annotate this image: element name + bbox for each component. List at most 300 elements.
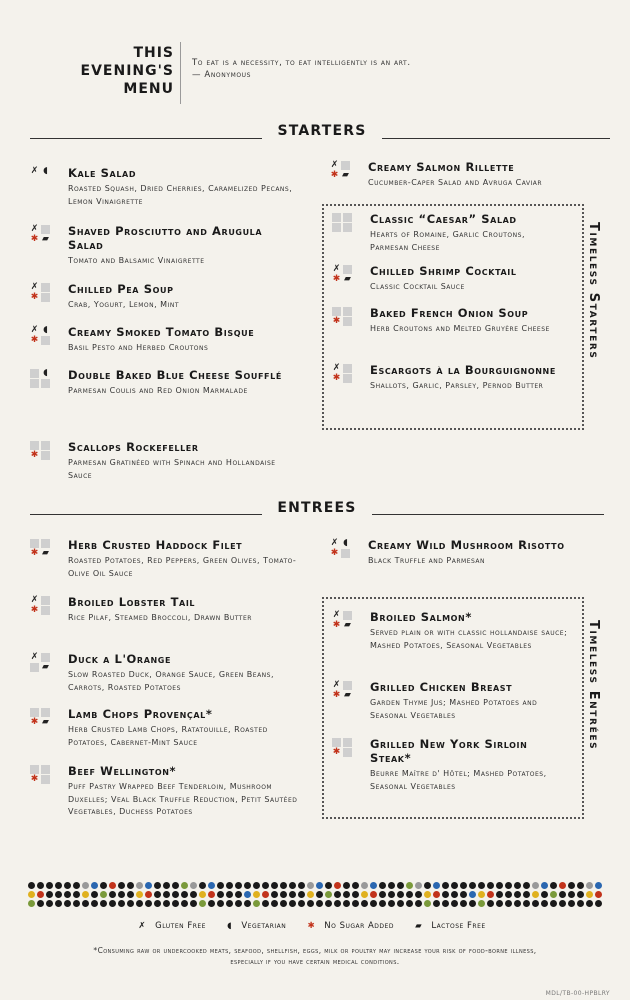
decorative-dot (397, 900, 404, 907)
menu-item (30, 595, 305, 625)
decorative-dot (550, 891, 557, 898)
item-description: Hearts of Romaine, Garlic Croutons, Parmesan Cheese (370, 230, 525, 252)
decorative-dot (208, 891, 215, 898)
decorative-dot (163, 882, 170, 889)
decorative-dot (343, 891, 350, 898)
decorative-dot (298, 900, 305, 907)
decorative-dot (343, 882, 350, 889)
no-sugar-icon: ✱ (330, 548, 339, 558)
icon-square (343, 681, 352, 690)
item-description: Crab, Yogurt, Lemon, Mint (68, 300, 179, 309)
decorative-dot (271, 891, 278, 898)
decorative-dot (325, 900, 332, 907)
icon-square (332, 307, 341, 316)
decorative-dot (307, 900, 314, 907)
decorative-dot (559, 900, 566, 907)
legend-lactose-free-label: Lactose Free (431, 921, 486, 931)
decorative-dot (82, 891, 89, 898)
item-name: Herb Crusted Haddock Filet (68, 538, 243, 552)
decorative-dot (433, 891, 440, 898)
no-sugar-icon: ✱ (332, 747, 341, 757)
item-description: Black Truffle and Parmesan (368, 556, 485, 565)
decorative-dot (334, 891, 341, 898)
decorative-dot (577, 882, 584, 889)
decorative-dot (370, 882, 377, 889)
diet-icons (330, 539, 364, 559)
menu-item (330, 160, 600, 190)
decorative-dot (109, 882, 116, 889)
decorative-dot (28, 882, 35, 889)
decorative-dot (307, 891, 314, 898)
no-sugar-icon: ✱ (307, 921, 316, 931)
decorative-dot (532, 900, 539, 907)
decorative-dot (595, 882, 602, 889)
decorative-dot (154, 882, 161, 889)
decorative-dot (172, 891, 179, 898)
decorative-dot (541, 900, 548, 907)
decorative-dot (55, 900, 62, 907)
decorative-dot (154, 891, 161, 898)
decorative-dot (415, 900, 422, 907)
timeless-entrees-label: Timeless Entrées (586, 620, 601, 751)
decorative-dot (118, 882, 125, 889)
item-name: Double Baked Blue Cheese Soufflé (68, 368, 282, 382)
decorative-dot (514, 882, 521, 889)
menu-item (30, 282, 300, 312)
item-description: Rice Pilaf, Steamed Broccoli, Drawn Butter (68, 613, 252, 622)
icon-square (41, 336, 50, 345)
icon-square (30, 379, 39, 388)
decorative-dot (478, 891, 485, 898)
no-sugar-icon: ✱ (30, 717, 39, 727)
gluten-free-icon: ✗ (332, 610, 341, 620)
decorative-dot (388, 882, 395, 889)
decorative-dot (298, 882, 305, 889)
gluten-free-icon: ✗ (330, 538, 339, 548)
menu-item (30, 440, 300, 482)
decorative-dot (298, 891, 305, 898)
decorative-dot (415, 891, 422, 898)
decorative-dot (172, 882, 179, 889)
header-divider (180, 42, 181, 104)
decorative-dot (352, 900, 359, 907)
icon-square (343, 738, 352, 747)
diet-icons (30, 441, 64, 461)
icon-square (343, 611, 352, 620)
gluten-free-icon: ✗ (30, 652, 39, 662)
menu-title (60, 44, 174, 98)
decorative-dot (262, 882, 269, 889)
decorative-dot (73, 891, 80, 898)
decorative-dot (64, 900, 71, 907)
decorative-dot (136, 891, 143, 898)
menu-item (332, 363, 562, 393)
header-quote (192, 57, 592, 81)
decorative-dot (199, 882, 206, 889)
decorative-dot (46, 882, 53, 889)
decorative-dot (82, 882, 89, 889)
item-description: Slow Roasted Duck, Orange Sauce, Green Beans, Carrots, Roasted Potatoes (68, 670, 275, 692)
diet-icons (332, 265, 366, 285)
no-sugar-icon: ✱ (30, 605, 39, 615)
menu-item (30, 652, 305, 694)
decorative-dot (577, 900, 584, 907)
item-description: Shallots, Garlic, Parsley, Pernod Butter (370, 381, 544, 390)
decorative-dot (244, 900, 251, 907)
decorative-dot (352, 882, 359, 889)
footer-code: MDL/TB-00-HPBLRY (545, 990, 610, 997)
decorative-dot (595, 900, 602, 907)
decorative-dot (307, 882, 314, 889)
item-name: Beef Wellington* (68, 764, 177, 778)
icon-square (41, 441, 50, 450)
title-line-2: EVENING'S (80, 63, 174, 79)
decorative-dot (460, 900, 467, 907)
decorative-dot-band (28, 882, 608, 906)
decorative-dot (514, 900, 521, 907)
lactose-free-cow-icon: ▰ (42, 662, 49, 672)
no-sugar-icon: ✱ (330, 170, 339, 180)
legend-vegetarian (227, 921, 292, 931)
decorative-dot (181, 900, 188, 907)
decorative-dot (154, 900, 161, 907)
menu-item (30, 368, 300, 398)
decorative-dot (532, 882, 539, 889)
decorative-dot (442, 891, 449, 898)
diet-icons (330, 161, 364, 181)
decorative-dot (433, 882, 440, 889)
decorative-dot (217, 900, 224, 907)
icon-square (343, 317, 352, 326)
icon-square (41, 596, 50, 605)
icon-square (30, 539, 39, 548)
decorative-dot (334, 882, 341, 889)
starters-rule-right (382, 138, 610, 139)
icon-square (41, 283, 50, 292)
decorative-dot (406, 900, 413, 907)
decorative-dot (478, 900, 485, 907)
lactose-free-cow-icon: ▰ (344, 690, 351, 700)
lactose-free-cow-icon: ▰ (42, 234, 49, 244)
decorative-dot (442, 900, 449, 907)
decorative-dot (235, 900, 242, 907)
icon-square (30, 663, 39, 672)
menu-item (30, 764, 305, 819)
title-line-3: MENU (123, 81, 174, 97)
item-description: Parmesan Gratinéed with Spinach and Hollandaise Sauce (68, 458, 276, 480)
diet-icons (332, 681, 366, 701)
decorative-dot (586, 882, 593, 889)
diet-icons (332, 611, 366, 631)
no-sugar-icon: ✱ (332, 316, 341, 326)
icon-square (41, 225, 50, 234)
decorative-dot (361, 891, 368, 898)
icon-square (30, 369, 39, 378)
menu-item (30, 166, 300, 208)
legend-lactose-free (415, 921, 492, 931)
decorative-dot (316, 882, 323, 889)
gluten-free-icon: ✗ (30, 282, 39, 292)
decorative-dot (505, 891, 512, 898)
decorative-dot (379, 882, 386, 889)
icon-square (341, 549, 350, 558)
menu-item (332, 212, 562, 254)
icon-square (41, 379, 50, 388)
decorative-dot (487, 900, 494, 907)
decorative-dot (550, 882, 557, 889)
lactose-free-cow-icon: ▰ (342, 170, 349, 180)
menu-item (332, 610, 572, 652)
no-sugar-icon: ✱ (30, 548, 39, 558)
decorative-dot (181, 891, 188, 898)
icon-square (341, 161, 350, 170)
decorative-dot (280, 891, 287, 898)
item-description: Parmesan Coulis and Red Onion Marmalade (68, 386, 248, 395)
gluten-free-icon: ✗ (30, 325, 39, 335)
decorative-dot (145, 900, 152, 907)
diet-icons (332, 738, 366, 758)
gluten-free-icon: ✗ (138, 921, 146, 931)
entrees-rule-right (372, 514, 604, 515)
no-sugar-icon: ✱ (30, 234, 39, 244)
no-sugar-icon: ✱ (332, 373, 341, 383)
diet-icons (332, 307, 366, 327)
decorative-dot (451, 891, 458, 898)
decorative-dot (424, 891, 431, 898)
decorative-dot (433, 900, 440, 907)
decorative-dot (397, 882, 404, 889)
icon-square (41, 451, 50, 460)
decorative-dot (505, 900, 512, 907)
item-name: Creamy Salmon Rillette (368, 160, 515, 174)
item-description: Cucumber-Caper Salad and Avruga Caviar (368, 178, 543, 187)
icon-square (343, 307, 352, 316)
icon-square (41, 708, 50, 717)
decorative-dot (523, 882, 530, 889)
icon-square (41, 653, 50, 662)
decorative-dot (271, 900, 278, 907)
menu-item (330, 538, 570, 568)
quote-text: To eat is a necessity, to eat intelligently is an art. (192, 58, 411, 68)
icon-square (30, 441, 39, 450)
icon-square (41, 765, 50, 774)
item-name: Creamy Smoked Tomato Bisque (68, 325, 255, 339)
decorative-dot (595, 891, 602, 898)
decorative-dot (586, 891, 593, 898)
icon-square (343, 213, 352, 222)
icon-square (343, 223, 352, 232)
decorative-dot (253, 900, 260, 907)
item-name: Broiled Lobster Tail (68, 595, 196, 609)
decorative-dot (496, 882, 503, 889)
decorative-dot (379, 900, 386, 907)
decorative-dot (127, 891, 134, 898)
decorative-dot (136, 882, 143, 889)
decorative-dot (487, 882, 494, 889)
diet-icons (30, 167, 64, 187)
decorative-dot (487, 891, 494, 898)
icon-square (343, 374, 352, 383)
decorative-dot (208, 882, 215, 889)
decorative-dot (217, 891, 224, 898)
decorative-dot (469, 900, 476, 907)
no-sugar-icon: ✱ (332, 274, 341, 284)
decorative-dot (37, 882, 44, 889)
decorative-dot (235, 891, 242, 898)
diet-icons (30, 708, 64, 728)
diet-icons (30, 283, 64, 303)
decorative-dot (163, 891, 170, 898)
no-sugar-icon: ✱ (30, 774, 39, 784)
item-name: Broiled Salmon* (370, 610, 472, 624)
item-description: Herb Crusted Lamb Chops, Ratatouille, Roasted Potatoes, Cabernet-Mint Sauce (68, 725, 268, 747)
decorative-dot (91, 882, 98, 889)
item-name: Grilled Chicken Breast (370, 680, 513, 694)
diet-icons (30, 539, 64, 559)
decorative-dot (586, 900, 593, 907)
decorative-dot (388, 891, 395, 898)
decorative-dot (136, 900, 143, 907)
decorative-dot (109, 900, 116, 907)
decorative-dot (514, 891, 521, 898)
decorative-dot (46, 891, 53, 898)
legend-no-sugar-label: No Sugar Added (324, 921, 394, 931)
decorative-dot (559, 891, 566, 898)
decorative-dot (577, 891, 584, 898)
decorative-dot (523, 891, 530, 898)
gluten-free-icon: ✗ (30, 595, 39, 605)
decorative-dot (127, 900, 134, 907)
decorative-dot (379, 891, 386, 898)
decorative-dot (28, 900, 35, 907)
decorative-dot (280, 882, 287, 889)
decorative-dot (289, 891, 296, 898)
decorative-dot (217, 882, 224, 889)
starters-rule-left (30, 138, 262, 139)
lactose-free-cow-icon: ▰ (42, 717, 49, 727)
decorative-dot (73, 900, 80, 907)
diet-icons (30, 765, 64, 785)
gluten-free-icon: ✗ (330, 160, 339, 170)
decorative-dot (424, 900, 431, 907)
diet-icons (30, 653, 64, 673)
decorative-dot (343, 900, 350, 907)
decorative-dot (190, 891, 197, 898)
icon-square (343, 748, 352, 757)
item-description: Beurre Maître d' Hôtel; Mashed Potatoes, Seasonal Vegetables (370, 769, 547, 791)
item-name: Classic “Caesar” Salad (370, 212, 517, 226)
decorative-dot (280, 900, 287, 907)
menu-item (332, 306, 562, 336)
decorative-dot (442, 882, 449, 889)
decorative-dot (352, 891, 359, 898)
starters-heading: STARTERS (277, 123, 367, 139)
decorative-dot (118, 900, 125, 907)
decorative-dot (244, 882, 251, 889)
menu-item (332, 264, 562, 294)
decorative-dot (253, 882, 260, 889)
decorative-dot (370, 900, 377, 907)
legend-no-sugar (307, 921, 400, 931)
entrees-rule-left (30, 514, 262, 515)
decorative-dot (568, 882, 575, 889)
quote-attribution: — Anonymous (192, 70, 252, 80)
icon-square (41, 606, 50, 615)
icon-square (41, 293, 50, 302)
decorative-dot (118, 891, 125, 898)
legend-gluten-free-label: Gluten Free (155, 921, 206, 931)
decorative-dot (226, 882, 233, 889)
decorative-dot (253, 891, 260, 898)
vegetarian-leaf-icon: ◖ (341, 539, 350, 548)
decorative-dot (451, 882, 458, 889)
decorative-dot (271, 882, 278, 889)
title-line-1: THIS (133, 45, 174, 61)
icon-square (343, 364, 352, 373)
menu-item (30, 325, 300, 355)
decorative-dot (91, 900, 98, 907)
diet-legend (0, 921, 630, 931)
item-name: Kale Salad (68, 166, 137, 180)
decorative-dot (469, 882, 476, 889)
diet-icons (30, 596, 64, 616)
decorative-dot (532, 891, 539, 898)
decorative-dot (568, 891, 575, 898)
item-name: Chilled Shrimp Cocktail (370, 264, 517, 278)
decorative-dot (550, 900, 557, 907)
decorative-dot (334, 900, 341, 907)
icon-square (343, 265, 352, 274)
decorative-dot (163, 900, 170, 907)
diet-icons (30, 369, 64, 389)
gluten-free-icon: ✗ (332, 363, 341, 373)
decorative-dot (361, 900, 368, 907)
legend-vegetarian-label: Vegetarian (241, 921, 287, 931)
decorative-dot (190, 882, 197, 889)
decorative-dot (451, 900, 458, 907)
icon-square (332, 738, 341, 747)
decorative-dot (496, 891, 503, 898)
item-name: Baked French Onion Soup (370, 306, 529, 320)
decorative-dot (325, 882, 332, 889)
decorative-dot (64, 891, 71, 898)
decorative-dot (199, 891, 206, 898)
decorative-dot (73, 882, 80, 889)
lactose-free-cow-icon: ▰ (415, 921, 423, 931)
menu-item (30, 707, 305, 749)
icon-square (332, 213, 341, 222)
decorative-dot (478, 882, 485, 889)
decorative-dot (190, 900, 197, 907)
item-name: Grilled New York Sirloin Steak* (370, 737, 528, 765)
decorative-dot (100, 882, 107, 889)
gluten-free-icon: ✗ (30, 166, 39, 176)
diet-icons (332, 364, 366, 384)
decorative-dot (316, 891, 323, 898)
icon-square (30, 708, 39, 717)
decorative-dot (406, 882, 413, 889)
decorative-dot (100, 900, 107, 907)
no-sugar-icon: ✱ (332, 620, 341, 630)
decorative-dot (460, 891, 467, 898)
vegetarian-leaf-icon: ◖ (41, 167, 50, 176)
decorative-dot (361, 882, 368, 889)
lactose-free-cow-icon: ▰ (344, 274, 351, 284)
decorative-dot (46, 900, 53, 907)
decorative-dot (523, 900, 530, 907)
decorative-dot (568, 900, 575, 907)
decorative-dot (145, 882, 152, 889)
